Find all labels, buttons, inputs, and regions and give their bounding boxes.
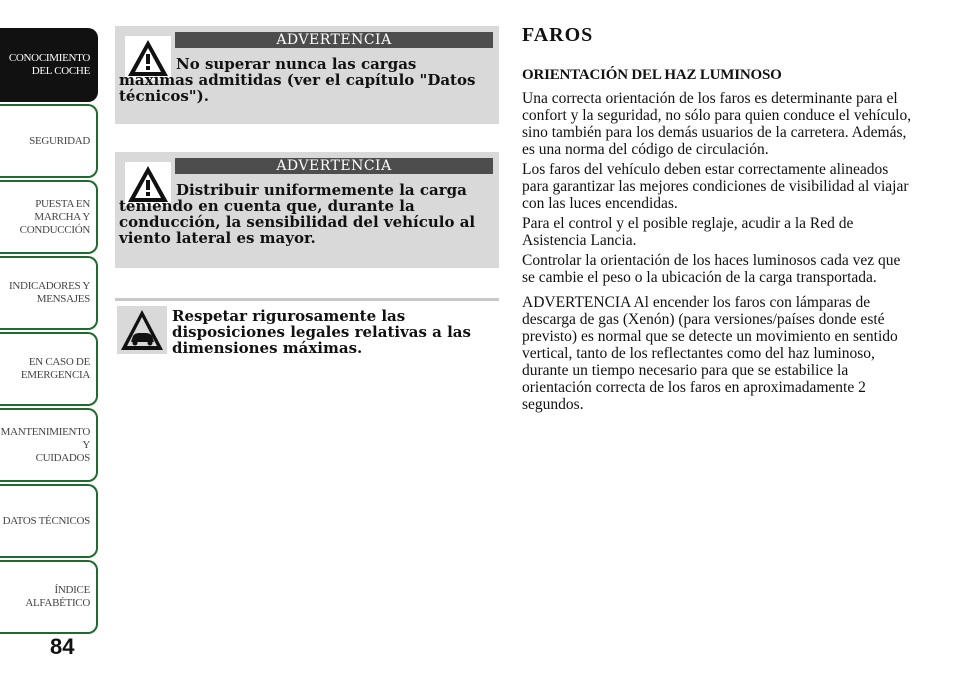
tab-label: CONOCIMIENTO DEL COCHE xyxy=(8,52,90,77)
tab-indice-alfabetico[interactable] xyxy=(0,560,98,634)
note-text: Respetar rigurosamente las disposiciones legales relativas a las dimensiones máximas. xyxy=(172,307,471,357)
paragraph: Los faros del vehículo deben estar correctamente alineados para garantizar las mejores condiciones de visibilidad al viajar con las luces encendidas. xyxy=(522,161,909,212)
tab-indicadores-y-mensajes[interactable] xyxy=(0,256,98,330)
warning-text: Distribuir uniformemente la carga teniendo en cuenta que, durante la conducción, la sensibilidad del vehículo al viento lateral es mayor. xyxy=(119,181,476,247)
paragraph: Para el control y el posible reglaje, acudir a la Red de Asistencia Lancia. xyxy=(522,215,854,249)
paragraph: Una correcta orientación de los faros es determinante para el confort y la seguridad, no sólo para quien conduce el vehículo, sino también para los demás usuarios de la carretera. Además, es una norma del código de circulación. xyxy=(522,90,912,158)
section-subtitle: ORIENTACIÓN DEL HAZ LUMINOSO xyxy=(522,67,782,83)
paragraph: Controlar la orientación de los haces luminosos cada vez que se cambie el peso o la ubicación de la carga transportada. xyxy=(522,252,901,286)
tab-label: MANTENIMIENTO Y CUIDADOS xyxy=(0,425,90,464)
warning-text: No superar nunca las cargas máximas admitidas (ver el capítulo "Datos técnicos"). xyxy=(119,55,476,105)
warning-header: ADVERTENCIA xyxy=(175,32,493,48)
divider xyxy=(115,298,499,301)
paragraph: ADVERTENCIA Al encender los faros con lámparas de descarga de gas (Xenón) (para versiones/países donde esté previsto) es normal que se detecte un movimiento en sentido vertical, tanto de los reflectantes como del haz luminoso, durante un tiempo necesario para que se estabilice la orientación correcta de los faros en aproximadamente 2 segundos. xyxy=(522,294,898,413)
warning-box xyxy=(115,152,499,268)
tab-datos-tecnicos[interactable] xyxy=(0,484,98,558)
section-title: FAROS xyxy=(522,24,594,46)
tab-seguridad[interactable] xyxy=(0,104,98,178)
tab-label: SEGURIDAD xyxy=(29,134,90,147)
tab-label: PUESTA EN MARCHA Y CONDUCCIÓN xyxy=(19,197,90,236)
tab-label: EN CASO DE EMERGENCIA xyxy=(20,356,90,381)
tab-label: DATOS TÉCNICOS xyxy=(2,514,90,527)
tab-conocimiento-del-coche[interactable] xyxy=(0,28,98,102)
car-warning-icon xyxy=(117,306,167,354)
tab-label: ÍNDICE ALFABÉTICO xyxy=(25,584,90,609)
tab-en-caso-de-emergencia[interactable] xyxy=(0,332,98,406)
page-number: 84 xyxy=(50,634,75,659)
tab-puesta-en-marcha[interactable] xyxy=(0,180,98,254)
warning-box xyxy=(115,26,499,124)
tab-label: INDICADORES Y MENSAJES xyxy=(9,280,90,305)
article xyxy=(522,24,917,416)
tab-mantenimiento[interactable] xyxy=(0,408,98,482)
warning-header: ADVERTENCIA xyxy=(175,158,493,174)
